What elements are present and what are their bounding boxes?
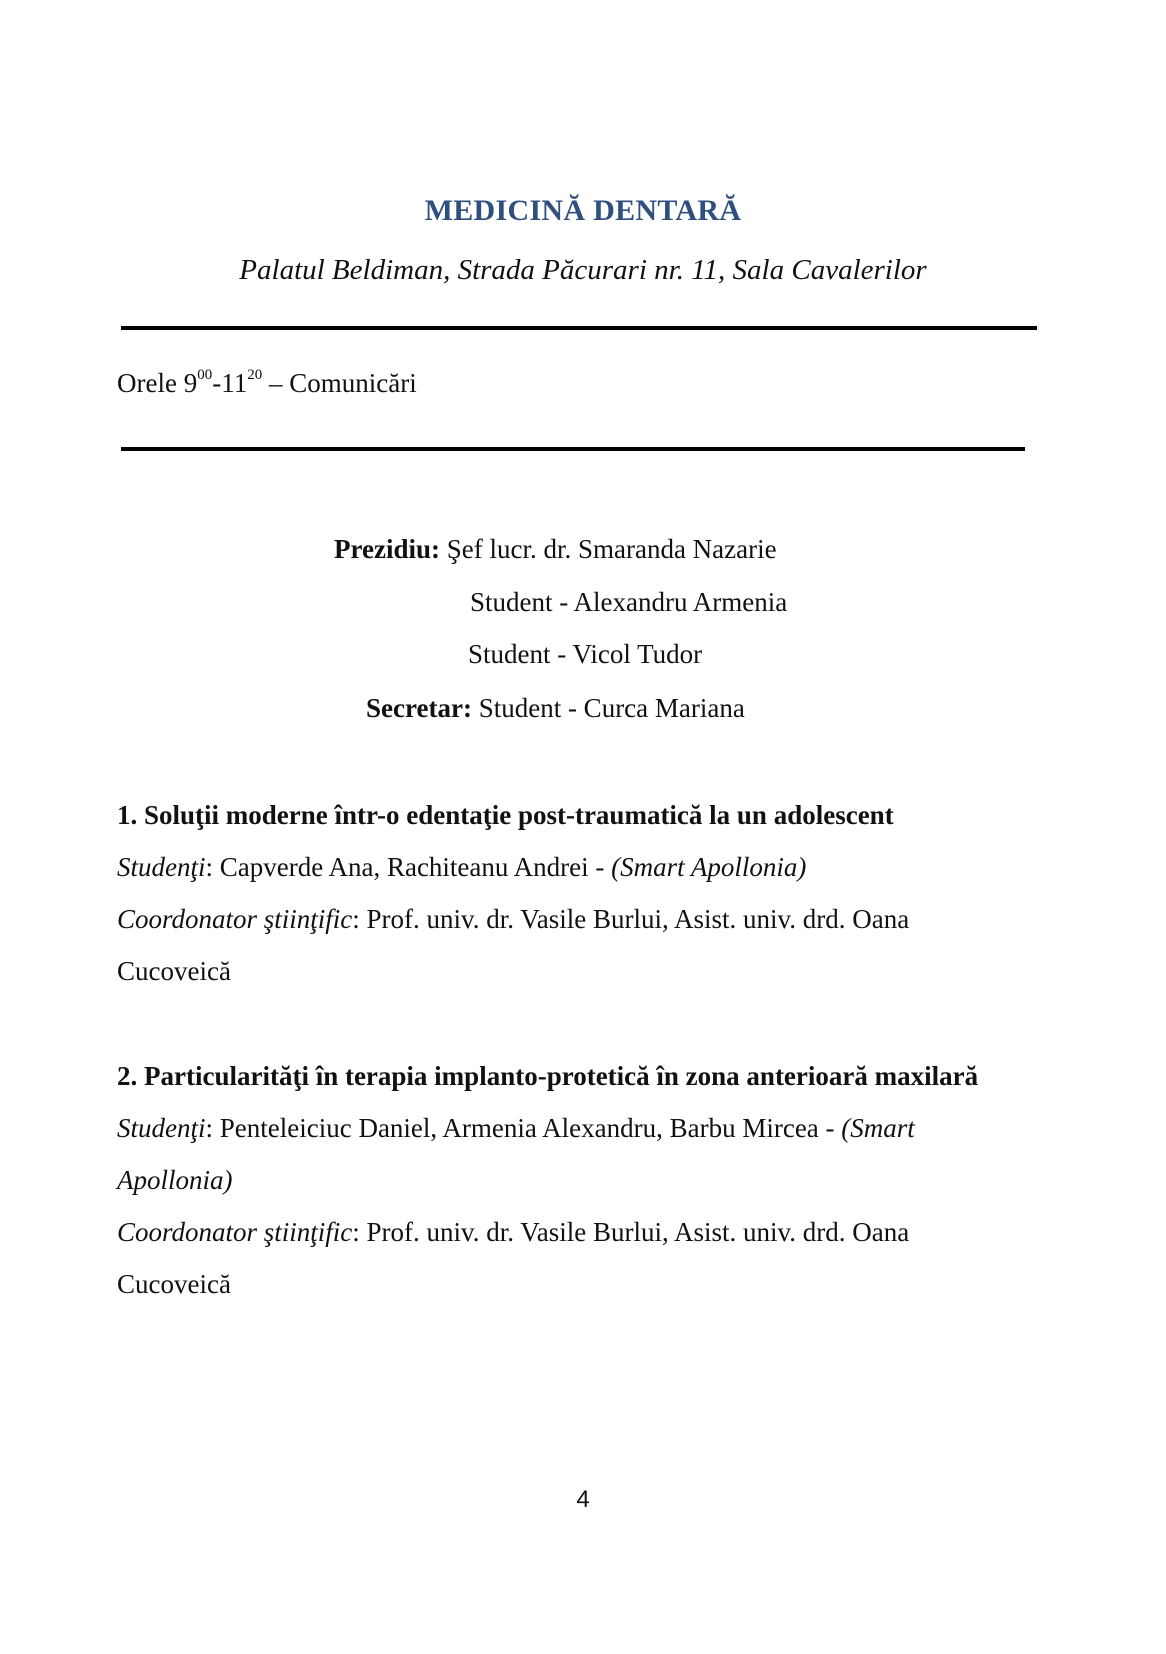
venue-line: Palatul Beldiman, Strada Păcurari nr. 11, Sala Cavalerilor	[239, 254, 927, 286]
item-1-coordinator-label: Coordonator ştiinţific	[117, 904, 353, 934]
schedule-suffix: – Comunicări	[262, 368, 417, 398]
schedule-end-minutes: 20	[247, 367, 263, 383]
schedule-line	[117, 368, 417, 399]
presidium-member-2: Student - Vicol Tudor	[468, 639, 703, 669]
item-2-coordinator	[117, 1217, 909, 1248]
item-1-team: (Smart Apollonia)	[611, 852, 807, 882]
presidium-label: Prezidiu:	[334, 534, 440, 564]
presidium-chair: Şef lucr. dr. Smaranda Nazarie	[439, 534, 777, 564]
item-2-students-label: Studenţi	[117, 1113, 206, 1143]
item-2-team-part1: (Smart	[841, 1113, 915, 1143]
item-1-title: 1. Soluţii moderne într-o edentaţie post-traumatică la un adolescent	[117, 800, 894, 830]
item-1-coordinator-cont: Cucoveică	[117, 956, 231, 986]
divider-top	[121, 326, 1037, 330]
secretary-line	[366, 693, 745, 724]
item-2-coordinator-names: : Prof. univ. dr. Vasile Burlui, Asist. univ. drd. Oana	[352, 1217, 910, 1247]
schedule-start-minutes: 00	[197, 367, 213, 383]
item-2-title: 2. Particularităţi în terapia implanto-protetică în zona anterioară maxilară	[117, 1061, 979, 1091]
secretary-name: Student - Curca Mariana	[471, 693, 745, 723]
item-1-students-label: Studenţi	[117, 852, 206, 882]
presidium-member-1: Student - Alexandru Armenia	[470, 587, 788, 617]
item-1-students-names: : Capverde Ana, Rachiteanu Andrei -	[205, 852, 612, 882]
page-number: 4	[576, 1486, 590, 1513]
item-2-students	[117, 1113, 915, 1144]
item-2-students-names: : Penteleiciuc Daniel, Armenia Alexandru, Barbu Mircea -	[205, 1113, 842, 1143]
item-2-coordinator-cont: Cucoveică	[117, 1269, 231, 1299]
item-1-coordinator-names: : Prof. univ. dr. Vasile Burlui, Asist. univ. drd. Oana	[352, 904, 910, 934]
item-2-team-part2: Apollonia)	[117, 1165, 233, 1195]
presidium-chair-line	[334, 534, 777, 565]
item-1-students	[117, 852, 806, 883]
divider-bottom	[121, 447, 1025, 451]
section-title: MEDICINĂ DENTARĂ	[424, 194, 742, 227]
schedule-dash: -11	[212, 368, 248, 398]
item-1-coordinator	[117, 904, 909, 935]
schedule-prefix: Orele 9	[117, 368, 198, 398]
secretary-label: Secretar:	[366, 693, 472, 723]
item-2-coordinator-label: Coordonator ştiinţific	[117, 1217, 353, 1247]
